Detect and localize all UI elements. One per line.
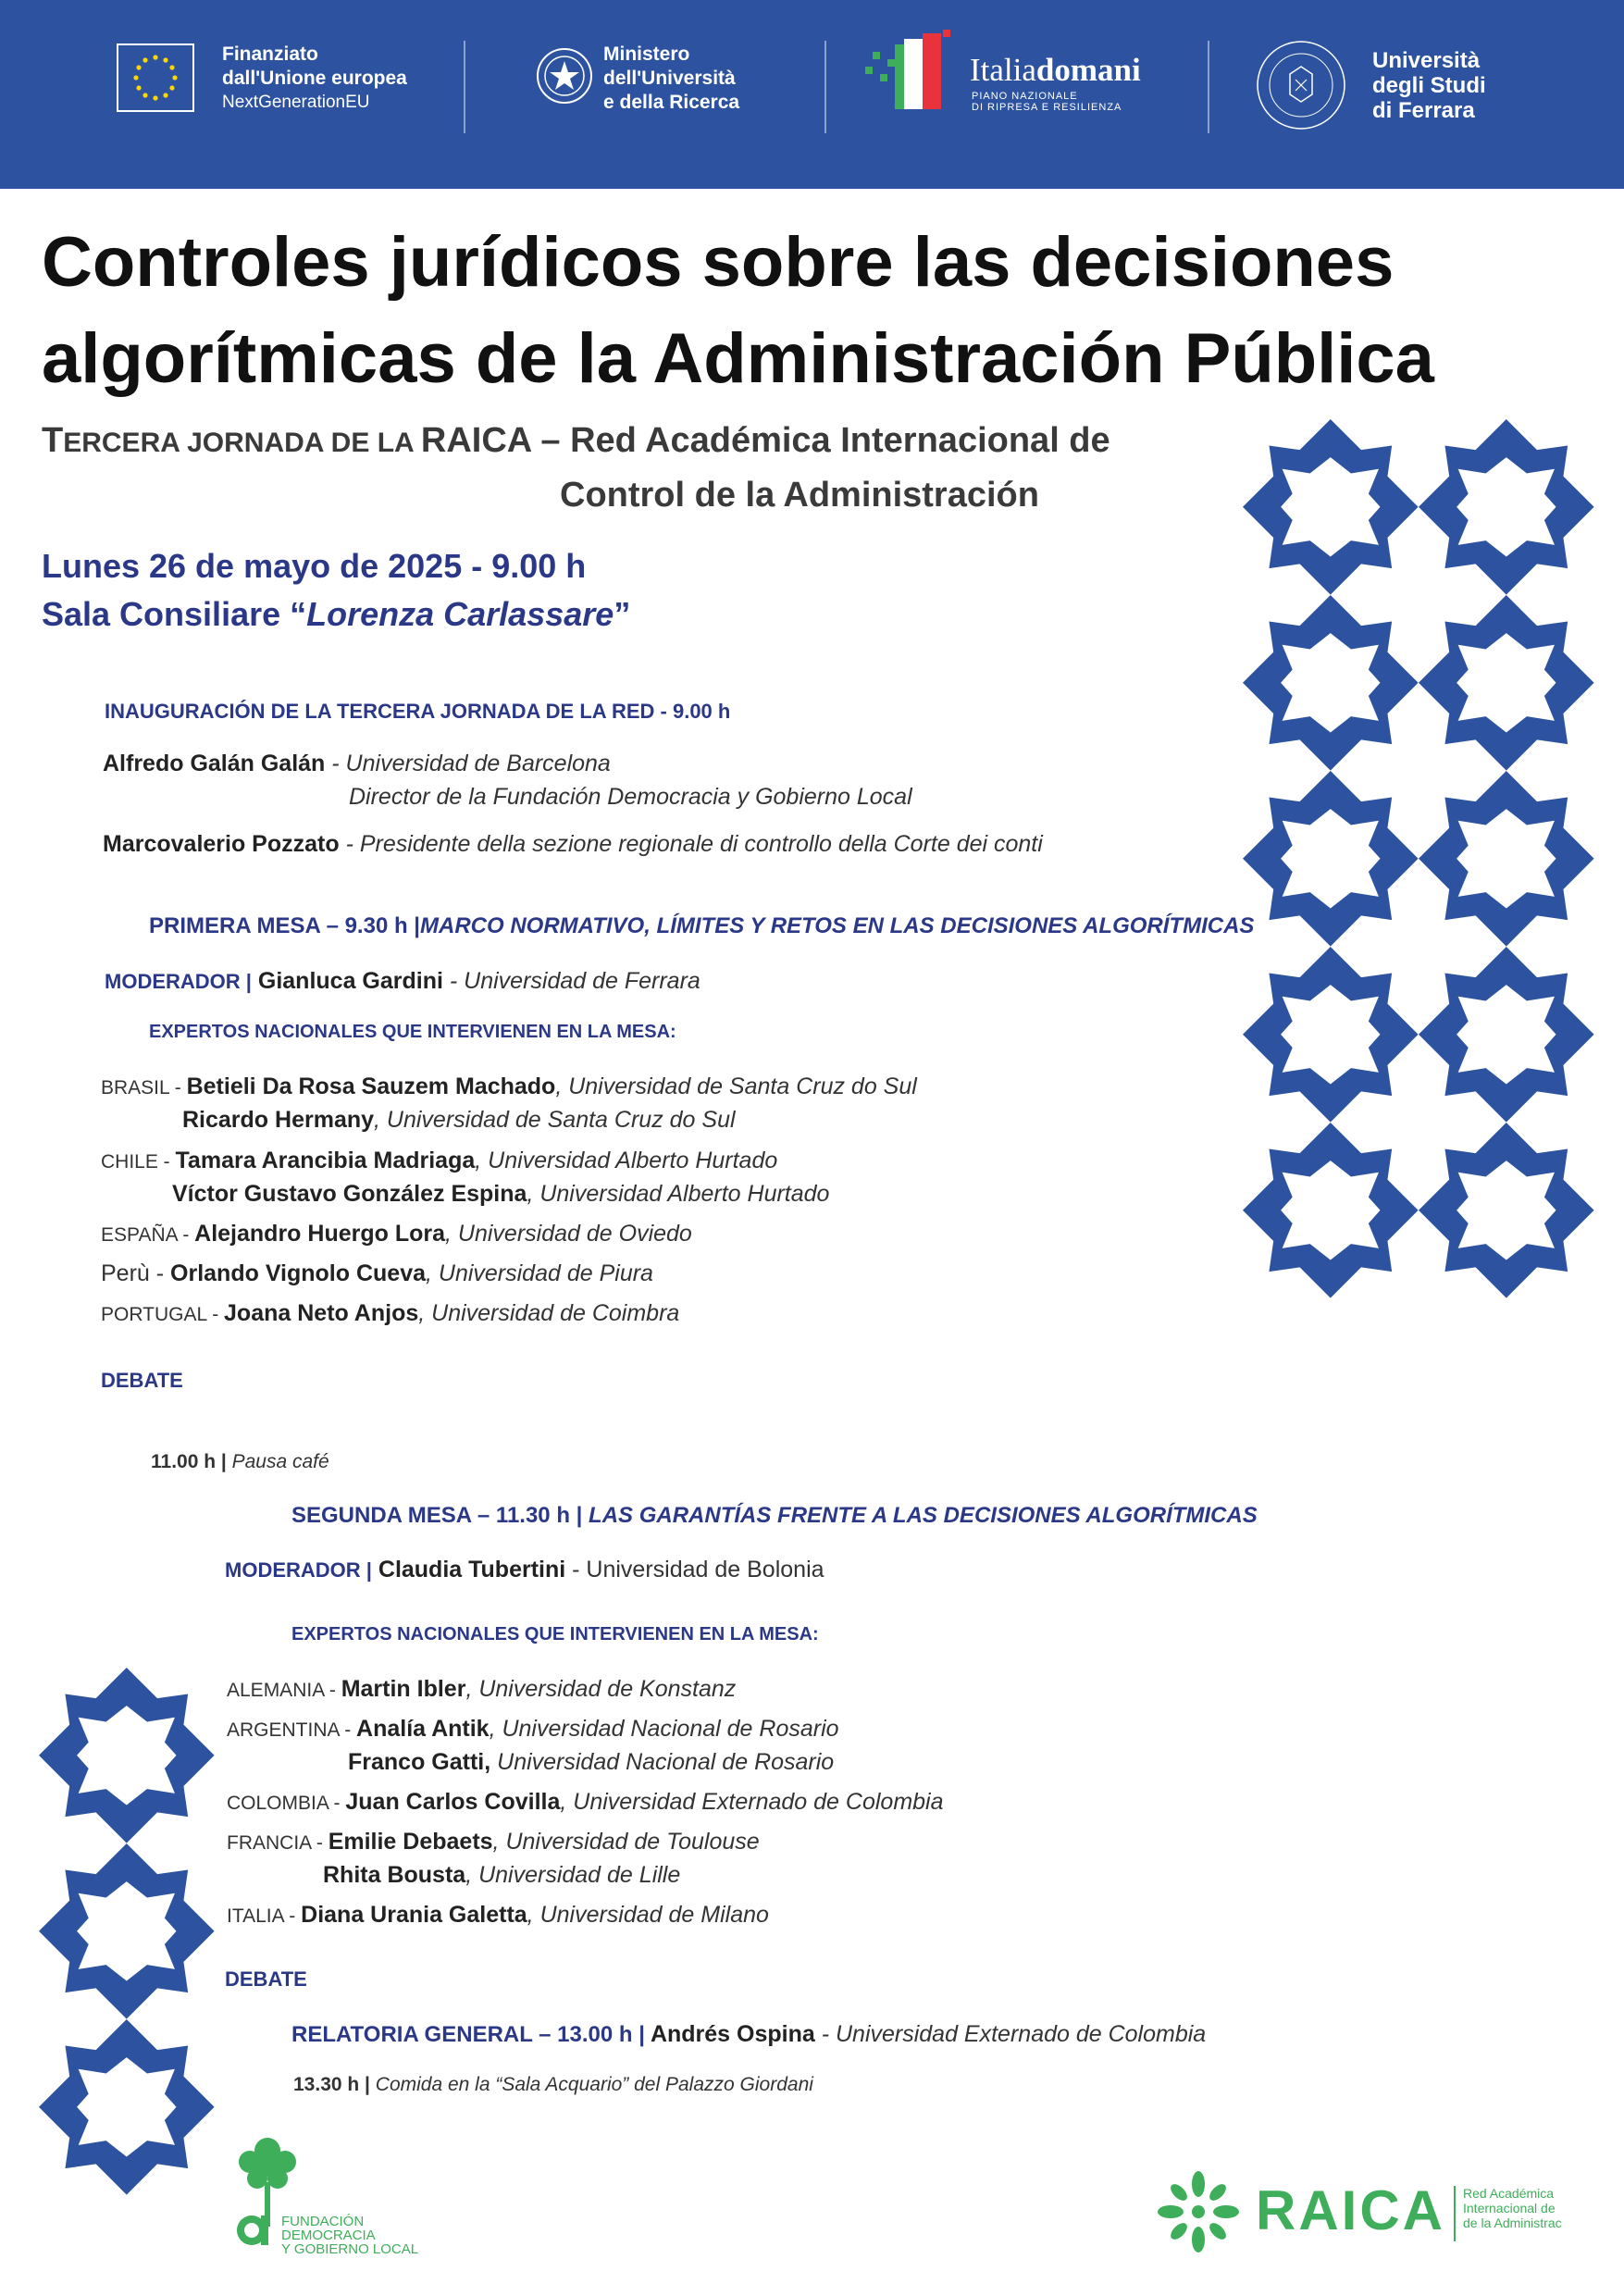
mur-seal-icon bbox=[535, 46, 594, 110]
event-date: Lunes 26 de mayo de 2025 - 9.00 h bbox=[42, 547, 587, 585]
eu-funding-label bbox=[222, 43, 407, 115]
page-title bbox=[42, 215, 1541, 407]
eu-line3: NextGenerationEU bbox=[222, 93, 370, 112]
event-date-venue bbox=[42, 542, 630, 639]
unife-line1: Università bbox=[1372, 48, 1481, 73]
mesa1-experts-heading: EXPERTOS NACIONALES QUE INTERVIENEN EN LA MESA: bbox=[149, 1022, 676, 1042]
expert-country: COLOMBIA - bbox=[227, 1793, 346, 1814]
expert-country: ALEMANIA - bbox=[227, 1680, 341, 1701]
relatoria-affiliation: - Universidad Externado de Colombia bbox=[814, 2021, 1207, 2047]
italia-flag-icon bbox=[865, 30, 967, 119]
expert-affiliation: , Universidad Alberto Hurtado bbox=[475, 1148, 778, 1173]
expert-affiliation: , Universidad de Coimbra bbox=[418, 1300, 680, 1326]
moderator-name: Gianluca Gardini bbox=[251, 968, 443, 994]
relatoria bbox=[291, 2021, 1206, 2048]
unife-label bbox=[1372, 48, 1486, 123]
raica-flower-icon bbox=[1152, 2166, 1245, 2258]
eu-flag-icon bbox=[117, 43, 194, 112]
title-line1: Controles jurídicos sobre las decisiones bbox=[42, 223, 1395, 302]
venue-c: ” bbox=[614, 595, 631, 633]
speaker-affiliation: - Universidad de Barcelona bbox=[325, 751, 611, 776]
expert-row bbox=[182, 1107, 736, 1134]
raica-line3: de la Administrac bbox=[1463, 2215, 1562, 2230]
speaker-name: Alfredo Galán Galán bbox=[103, 751, 326, 776]
moderator-label: MODERADOR | bbox=[105, 970, 252, 993]
expert-row bbox=[227, 1716, 839, 1743]
pausa-cafe bbox=[151, 1451, 329, 1473]
mesa2-debate: DEBATE bbox=[225, 1967, 307, 1991]
italia-subtitle bbox=[972, 91, 1122, 113]
pausa-time: 11.00 h | bbox=[151, 1451, 227, 1472]
fundacion-line3: Y GOBIERNO LOCAL bbox=[281, 2241, 419, 2257]
expert-name: Tamara Arancibia Madriaga bbox=[175, 1148, 476, 1173]
expert-name: Juan Carlos Covilla bbox=[345, 1789, 561, 1815]
expert-name: Franco Gatti, bbox=[348, 1749, 491, 1775]
expert-affiliation: , Universidad de Lille bbox=[465, 1862, 681, 1888]
expert-affiliation: , Universidad de Konstanz bbox=[465, 1676, 737, 1702]
expert-affiliation: Universidad Nacional de Rosario bbox=[490, 1749, 835, 1775]
inauguracion-heading: INAUGURACIÓN DE LA TERCERA JORNADA DE LA RED - 9.00 h bbox=[105, 700, 731, 723]
expert-row bbox=[101, 1074, 917, 1100]
italia-line2: DI RIPRESA E RESILIENZA bbox=[972, 102, 1122, 113]
expert-name: Rhita Bousta bbox=[323, 1862, 466, 1888]
mesa2-moderator bbox=[225, 1557, 824, 1583]
moderator-affiliation: - Universidad de Ferrara bbox=[442, 968, 700, 994]
expert-row bbox=[227, 1829, 760, 1855]
expert-row bbox=[227, 1902, 769, 1929]
mesa2-time: SEGUNDA MESA – 11.30 h | bbox=[291, 1503, 583, 1528]
speaker-role: Director de la Fundación Democracia y Gobierno Local bbox=[349, 784, 912, 810]
raica-divider bbox=[1454, 2186, 1456, 2241]
eu-line2: dall'Unione europea bbox=[222, 68, 407, 89]
header-banner bbox=[0, 0, 1624, 189]
expert-row bbox=[101, 1260, 653, 1287]
expert-affiliation: , Universidad Alberto Hurtado bbox=[527, 1181, 830, 1207]
mur-line3: e della Ricerca bbox=[603, 92, 740, 113]
header-divider bbox=[464, 41, 465, 133]
moderator-label: MODERADOR | bbox=[225, 1558, 372, 1582]
expert-name: Analía Antik bbox=[356, 1716, 490, 1742]
expert-name: Alejandro Huergo Lora bbox=[194, 1221, 446, 1247]
expert-row bbox=[227, 1789, 944, 1816]
subtitle-smallcaps: ERCERA JORNADA DE LA bbox=[63, 428, 421, 458]
mesa2-experts-heading: EXPERTOS NACIONALES QUE INTERVIENEN EN LA MESA: bbox=[291, 1624, 819, 1644]
title-line2: algorítmicas de la Administración Pública bbox=[42, 319, 1434, 398]
speaker-galan-role bbox=[349, 784, 912, 811]
venue-name: Lorenza Carlassare bbox=[306, 595, 614, 633]
expert-affiliation: , Universidad de Oviedo bbox=[445, 1221, 692, 1247]
fundacion-label bbox=[281, 2215, 418, 2256]
relatoria-name: Andrés Ospina bbox=[644, 2021, 815, 2047]
star-pattern-left bbox=[39, 1668, 224, 2195]
fundacion-line1: FUNDACIÓN bbox=[281, 2214, 365, 2229]
expert-affiliation: , Universidad de Santa Cruz do Sul bbox=[374, 1107, 736, 1133]
mesa1-moderator bbox=[105, 968, 700, 995]
expert-name: Emilie Debaets bbox=[328, 1829, 493, 1855]
eu-line1: Finanziato bbox=[222, 43, 318, 65]
comida-time: 13.30 h | bbox=[293, 2074, 370, 2095]
expert-name: Diana Urania Galetta bbox=[301, 1902, 527, 1928]
expert-country: Perù - bbox=[101, 1260, 171, 1286]
raica-line2: Internacional de bbox=[1463, 2201, 1556, 2215]
expert-name: Joana Neto Anjos bbox=[224, 1300, 419, 1326]
expert-country: PORTUGAL - bbox=[101, 1304, 225, 1325]
raica-wordmark: RAICA bbox=[1256, 2179, 1445, 2241]
venue-a: Sala Consiliare “ bbox=[42, 595, 307, 633]
expert-affiliation: , Universidad de Toulouse bbox=[492, 1829, 760, 1855]
pausa-label: Pausa café bbox=[226, 1451, 329, 1472]
mesa1-heading bbox=[149, 913, 1254, 939]
expert-country: BRASIL - bbox=[101, 1077, 187, 1098]
italia-name-b: domani bbox=[1035, 52, 1141, 88]
mesa2-heading bbox=[291, 1503, 1258, 1529]
mur-line1: Ministero bbox=[603, 43, 690, 65]
italia-line1: PIANO NAZIONALE bbox=[972, 91, 1078, 102]
speaker-galan bbox=[103, 751, 611, 777]
moderator-name: Claudia Tubertini bbox=[371, 1557, 566, 1582]
expert-affiliation: , Universidad Externado de Colombia bbox=[560, 1789, 944, 1815]
expert-row bbox=[323, 1862, 680, 1889]
raica-line1: Red Académica bbox=[1463, 2186, 1555, 2201]
speaker-name: Marcovalerio Pozzato bbox=[103, 831, 340, 857]
expert-row bbox=[101, 1300, 679, 1327]
expert-name: Martin Ibler bbox=[341, 1676, 466, 1702]
expert-country: ESPAÑA - bbox=[101, 1224, 195, 1246]
expert-country: ITALIA - bbox=[227, 1905, 302, 1927]
header-divider bbox=[1208, 41, 1209, 133]
expert-row bbox=[348, 1749, 834, 1776]
mesa1-time: PRIMERA MESA – 9.30 h | bbox=[149, 913, 421, 938]
speaker-pozzato bbox=[103, 831, 1043, 858]
unife-seal-icon bbox=[1255, 39, 1347, 136]
subtitle-line2: Control de la Administración bbox=[560, 476, 1039, 515]
comida bbox=[293, 2074, 813, 2096]
fundacion-line2: DEMOCRACIA bbox=[281, 2228, 376, 2243]
expert-row bbox=[101, 1148, 777, 1174]
raica-description bbox=[1463, 2186, 1583, 2230]
mesa1-debate: DEBATE bbox=[101, 1369, 183, 1392]
expert-country: CHILE - bbox=[101, 1151, 176, 1173]
header-divider bbox=[824, 41, 826, 133]
subtitle-rest: RAICA – Red Académica Internacional de bbox=[420, 421, 1110, 460]
expert-row bbox=[172, 1181, 829, 1208]
expert-row bbox=[227, 1676, 736, 1703]
unife-line2: degli Studi bbox=[1372, 73, 1486, 98]
subtitle bbox=[42, 415, 1110, 521]
expert-name: Víctor Gustavo González Espina bbox=[172, 1181, 527, 1207]
mesa2-topic: LAS GARANTÍAS FRENTE A LAS DECISIONES ALGORÍTMICAS bbox=[582, 1503, 1258, 1528]
event-venue bbox=[42, 590, 630, 639]
subtitle-cap: T bbox=[42, 421, 64, 460]
expert-affiliation: , Universidad de Santa Cruz do Sul bbox=[555, 1074, 917, 1099]
comida-label: Comida en la “Sala Acquario” del Palazzo Giordani bbox=[369, 2074, 813, 2095]
italiadomani-wordmark bbox=[970, 52, 1141, 89]
expert-country: ARGENTINA - bbox=[227, 1719, 357, 1741]
mesa1-topic: MARCO NORMATIVO, LÍMITES Y RETOS EN LAS DECISIONES ALGORÍTMICAS bbox=[420, 913, 1255, 938]
expert-affiliation: , Universidad de Milano bbox=[527, 1902, 769, 1928]
expert-affiliation: , Universidad de Piura bbox=[426, 1260, 653, 1286]
moderator-affiliation: - Universidad de Bolonia bbox=[565, 1557, 824, 1582]
relatoria-heading: RELATORIA GENERAL – 13.00 h | bbox=[291, 2022, 645, 2047]
expert-name: Ricardo Hermany bbox=[182, 1107, 375, 1133]
mur-line2: dell'Università bbox=[603, 68, 736, 89]
speaker-affiliation: - Presidente della sezione regionale di controllo della Corte dei conti bbox=[339, 831, 1043, 857]
unife-line3: di Ferrara bbox=[1372, 98, 1475, 123]
expert-country: FRANCIA - bbox=[227, 1832, 329, 1854]
star-pattern-right bbox=[1243, 419, 1594, 1308]
mur-label bbox=[603, 43, 739, 115]
expert-row bbox=[101, 1221, 692, 1247]
italia-name-a: Italia bbox=[970, 52, 1036, 88]
expert-name: Orlando Vignolo Cueva bbox=[170, 1260, 426, 1286]
expert-name: Betieli Da Rosa Sauzem Machado bbox=[186, 1074, 556, 1099]
expert-affiliation: , Universidad Nacional de Rosario bbox=[489, 1716, 839, 1742]
